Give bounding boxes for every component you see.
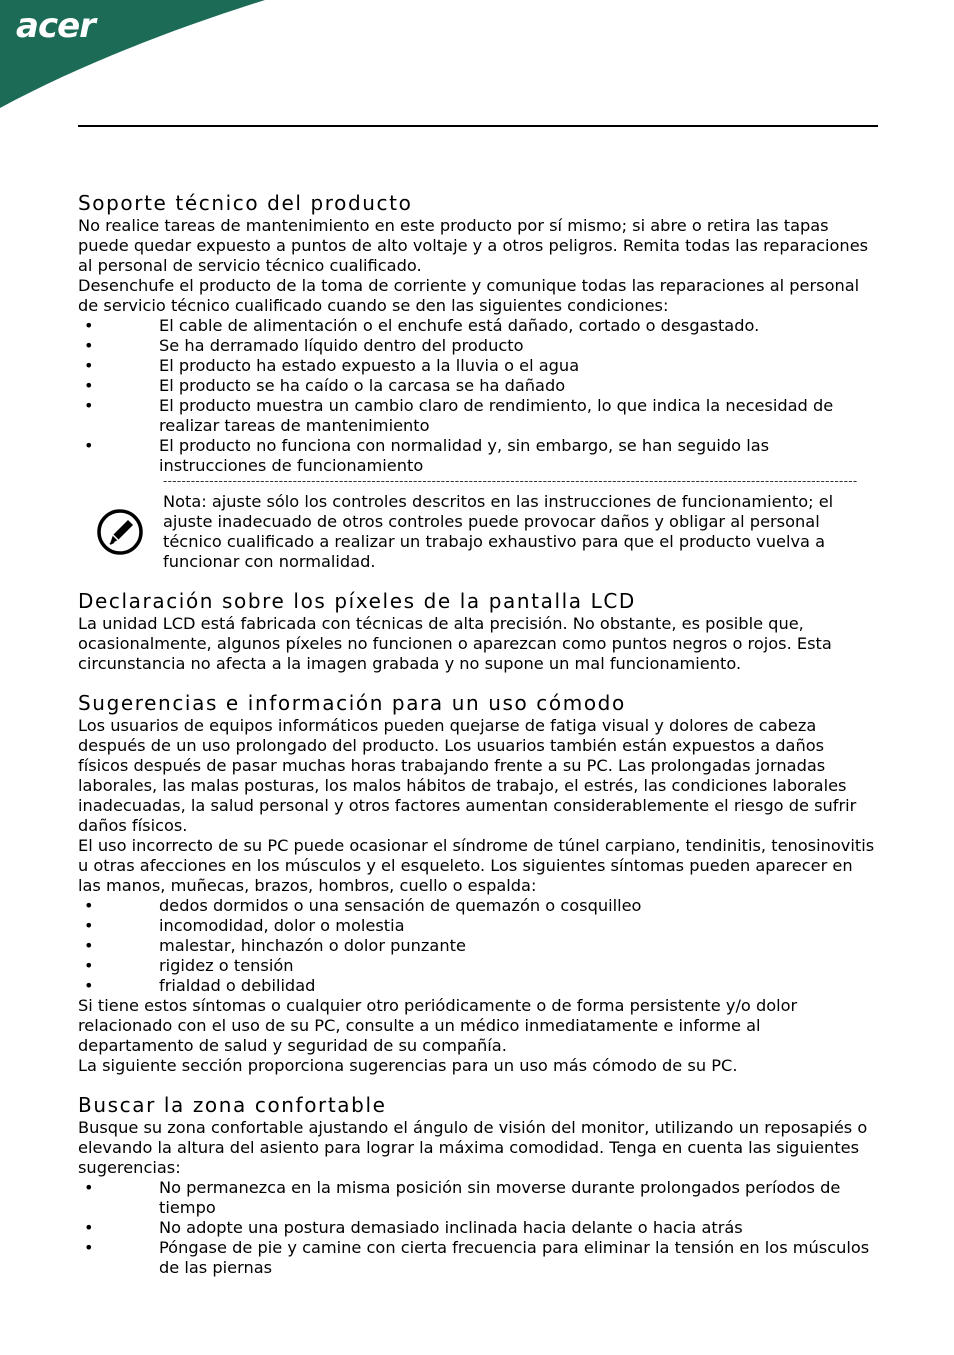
list-item: • No adopte una postura demasiado inclinada hacia delante o hacia atrás [78,1218,878,1238]
paragraph: La unidad LCD está fabricada con técnicas de alta precisión. No obstante, es posible que, ocasionalmente, algunos píxeles no funcionen o aparezcan como puntos negros o rojos. Esta circunstancia no afecta a la imagen grabada y no supone un mal funcionamiento. [78,614,832,673]
list-item: • frialdad o debilidad [78,976,878,996]
list-item: • El producto se ha caído o la carcasa se ha dañado [78,376,878,396]
list-item: • No permanezca en la misma posición sin moverse durante prolongados períodos de tiempo [78,1178,878,1218]
acer-logo: acer [16,6,95,46]
list-item: • rigidez o tensión [78,956,878,976]
paragraph: El uso incorrecto de su PC puede ocasionar el síndrome de túnel carpiano, tendinitis, tenosinovitis u otras afecciones en los músculos y el esqueleto. Los siguientes síntomas pueden aparecer en las manos, muñecas, brazos, hombros, cuello o espalda: [78,836,875,895]
note-text: Nota: ajuste sólo los controles descritos en las instrucciones de funcionamiento; el ajuste inadecuado de otros controles puede provocar daños y obligar al personal técnico cualificado a realizar un trabajo exhaustivo para que el producto vuelva a funcionar con normalidad. [163,492,834,571]
bullet-list [78,1178,878,1278]
section-title: Soporte técnico del producto [78,191,413,215]
note-box [78,492,878,572]
document-body [78,190,878,1278]
list-item: • incomodidad, dolor o molestia [78,916,878,936]
section-comfort-zone [78,1092,878,1278]
paragraph: Los usuarios de equipos informáticos pueden quejarse de fatiga visual y dolores de cabeza después de un uso prolongado del producto. Los usuarios también están expuestos a daños físicos después de pasar muchas horas trabajando frente a su PC. Las prolongadas jornadas laborales, las malas posturas, los malos hábitos de trabajo, el estrés, las condiciones laborales inadecuadas, la salud personal y otros factores aumentan considerablemente el riesgo de sufrir daños físicos. [78,716,857,835]
paragraph: Busque su zona confortable ajustando el ángulo de visión del monitor, utilizando un reposapiés o elevando la altura del asiento para lograr la máxima comodidad. Tenga en cuenta las siguientes sugerencias: [78,1118,868,1177]
paragraph: La siguiente sección proporciona sugerencias para un uso más cómodo de su PC. [78,1056,738,1075]
dashed-separator: ------------------------------------------------------------------------------------------------------------------------------------------------------ [163,476,858,486]
paragraph: No realice tareas de mantenimiento en este producto por sí mismo; si abre o retira las tapas puede quedar expuesto a puntos de alto voltaje y a otros peligros. Remita todas las reparaciones al personal de servicio técnico cualificado. [78,216,869,275]
paragraph: Si tiene estos síntomas o cualquier otro periódicamente o de forma persistente y/o dolor relacionado con el uso de su PC, consulte a un médico inmediatamente e informe al departamento de salud y seguridad de su compañía. [78,996,798,1055]
bullet-list [78,896,878,996]
list-item: • Se ha derramado líquido dentro del producto [78,336,878,356]
section-title: Declaración sobre los píxeles de la pantalla LCD [78,589,636,613]
list-item: • El producto no funciona con normalidad y, sin embargo, se han seguido las instrucciones de funcionamiento [78,436,878,476]
header-rule [78,125,878,127]
list-item: • dedos dormidos o una sensación de quemazón o cosquilleo [78,896,878,916]
note-pen-icon [96,508,144,556]
header-banner [0,0,954,110]
list-item: • Póngase de pie y camine con cierta frecuencia para eliminar la tensión en los músculos de las piernas [78,1238,878,1278]
section-lcd-pixels [78,588,878,674]
section-title: Sugerencias e información para un uso cómodo [78,691,626,715]
paragraph: Desenchufe el producto de la toma de corriente y comunique todas las reparaciones al personal de servicio técnico cualificado cuando se den las siguientes condiciones: [78,276,860,315]
list-item: • malestar, hinchazón o dolor punzante [78,936,878,956]
bullet-list [78,316,878,476]
section-comfortable-use [78,690,878,1076]
section-product-support [78,190,878,572]
list-item: • El producto ha estado expuesto a la lluvia o el agua [78,356,878,376]
list-item: • El cable de alimentación o el enchufe está dañado, cortado o desgastado. [78,316,878,336]
section-title: Buscar la zona confortable [78,1093,387,1117]
list-item: • El producto muestra un cambio claro de rendimiento, lo que indica la necesidad de realizar tareas de mantenimiento [78,396,878,436]
